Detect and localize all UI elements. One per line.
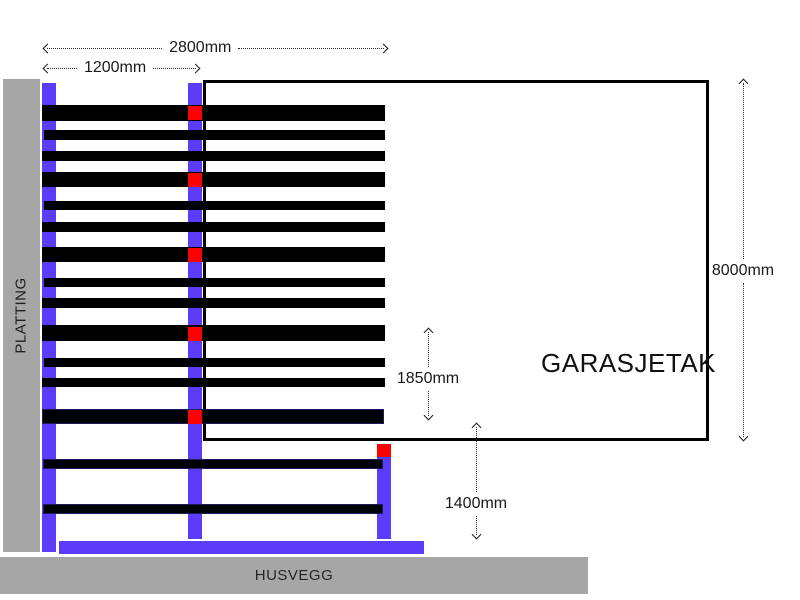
beam — [42, 325, 385, 341]
beam — [43, 459, 383, 469]
red-joint-marker — [188, 410, 202, 424]
arrow-up-icon — [471, 423, 481, 433]
husvegg-label: HUSVEGG — [254, 567, 334, 584]
arrow-right-icon — [379, 43, 389, 53]
arrow-down-icon — [423, 411, 433, 421]
beam — [42, 298, 385, 308]
beam — [42, 378, 385, 387]
dimension-2800mm — [44, 40, 387, 56]
dimension-1200mm — [44, 60, 199, 76]
platting-wall — [3, 79, 40, 552]
dimension-8000mm — [712, 80, 774, 440]
beam — [42, 247, 385, 262]
beam — [42, 222, 385, 232]
dimension-2800mm-label: 2800mm — [169, 39, 232, 56]
red-joint-marker — [188, 173, 202, 187]
arrow-up-icon — [423, 328, 433, 338]
beam — [42, 172, 385, 187]
beam — [44, 201, 385, 210]
beam — [44, 358, 385, 367]
beam — [43, 504, 383, 514]
red-joint-marker — [188, 106, 202, 120]
dimension-line — [743, 283, 744, 437]
dimension-1200mm-label: 1200mm — [83, 59, 147, 76]
dimension-line — [47, 48, 162, 49]
base-rail — [59, 541, 424, 554]
arrow-up-icon — [738, 79, 748, 89]
dimension-line — [743, 83, 744, 259]
dimension-line — [476, 427, 477, 492]
dimension-line — [238, 48, 384, 49]
dimension-1850mm — [397, 329, 459, 419]
dimension-1400mm-label: 1400mm — [444, 494, 508, 512]
dimension-1400mm — [445, 424, 507, 538]
dimension-1850mm-label: 1850mm — [396, 370, 460, 388]
beam — [44, 130, 385, 140]
arrow-right-icon — [191, 63, 201, 73]
arrow-left-icon — [43, 63, 53, 73]
dimension-8000mm-label: 8000mm — [711, 262, 775, 280]
red-joint-marker — [377, 444, 391, 457]
beam — [42, 151, 385, 161]
arrow-down-icon — [738, 432, 748, 442]
husvegg-wall — [0, 557, 588, 594]
arrow-down-icon — [471, 530, 481, 540]
platting-label: PLATTING — [13, 277, 31, 354]
beam — [44, 278, 385, 287]
beam — [42, 105, 385, 121]
red-joint-marker — [188, 248, 202, 262]
red-joint-marker — [188, 327, 202, 341]
garasjetak-label: GARASJETAK — [541, 348, 717, 378]
beam — [42, 409, 384, 424]
arrow-left-icon — [43, 43, 53, 53]
